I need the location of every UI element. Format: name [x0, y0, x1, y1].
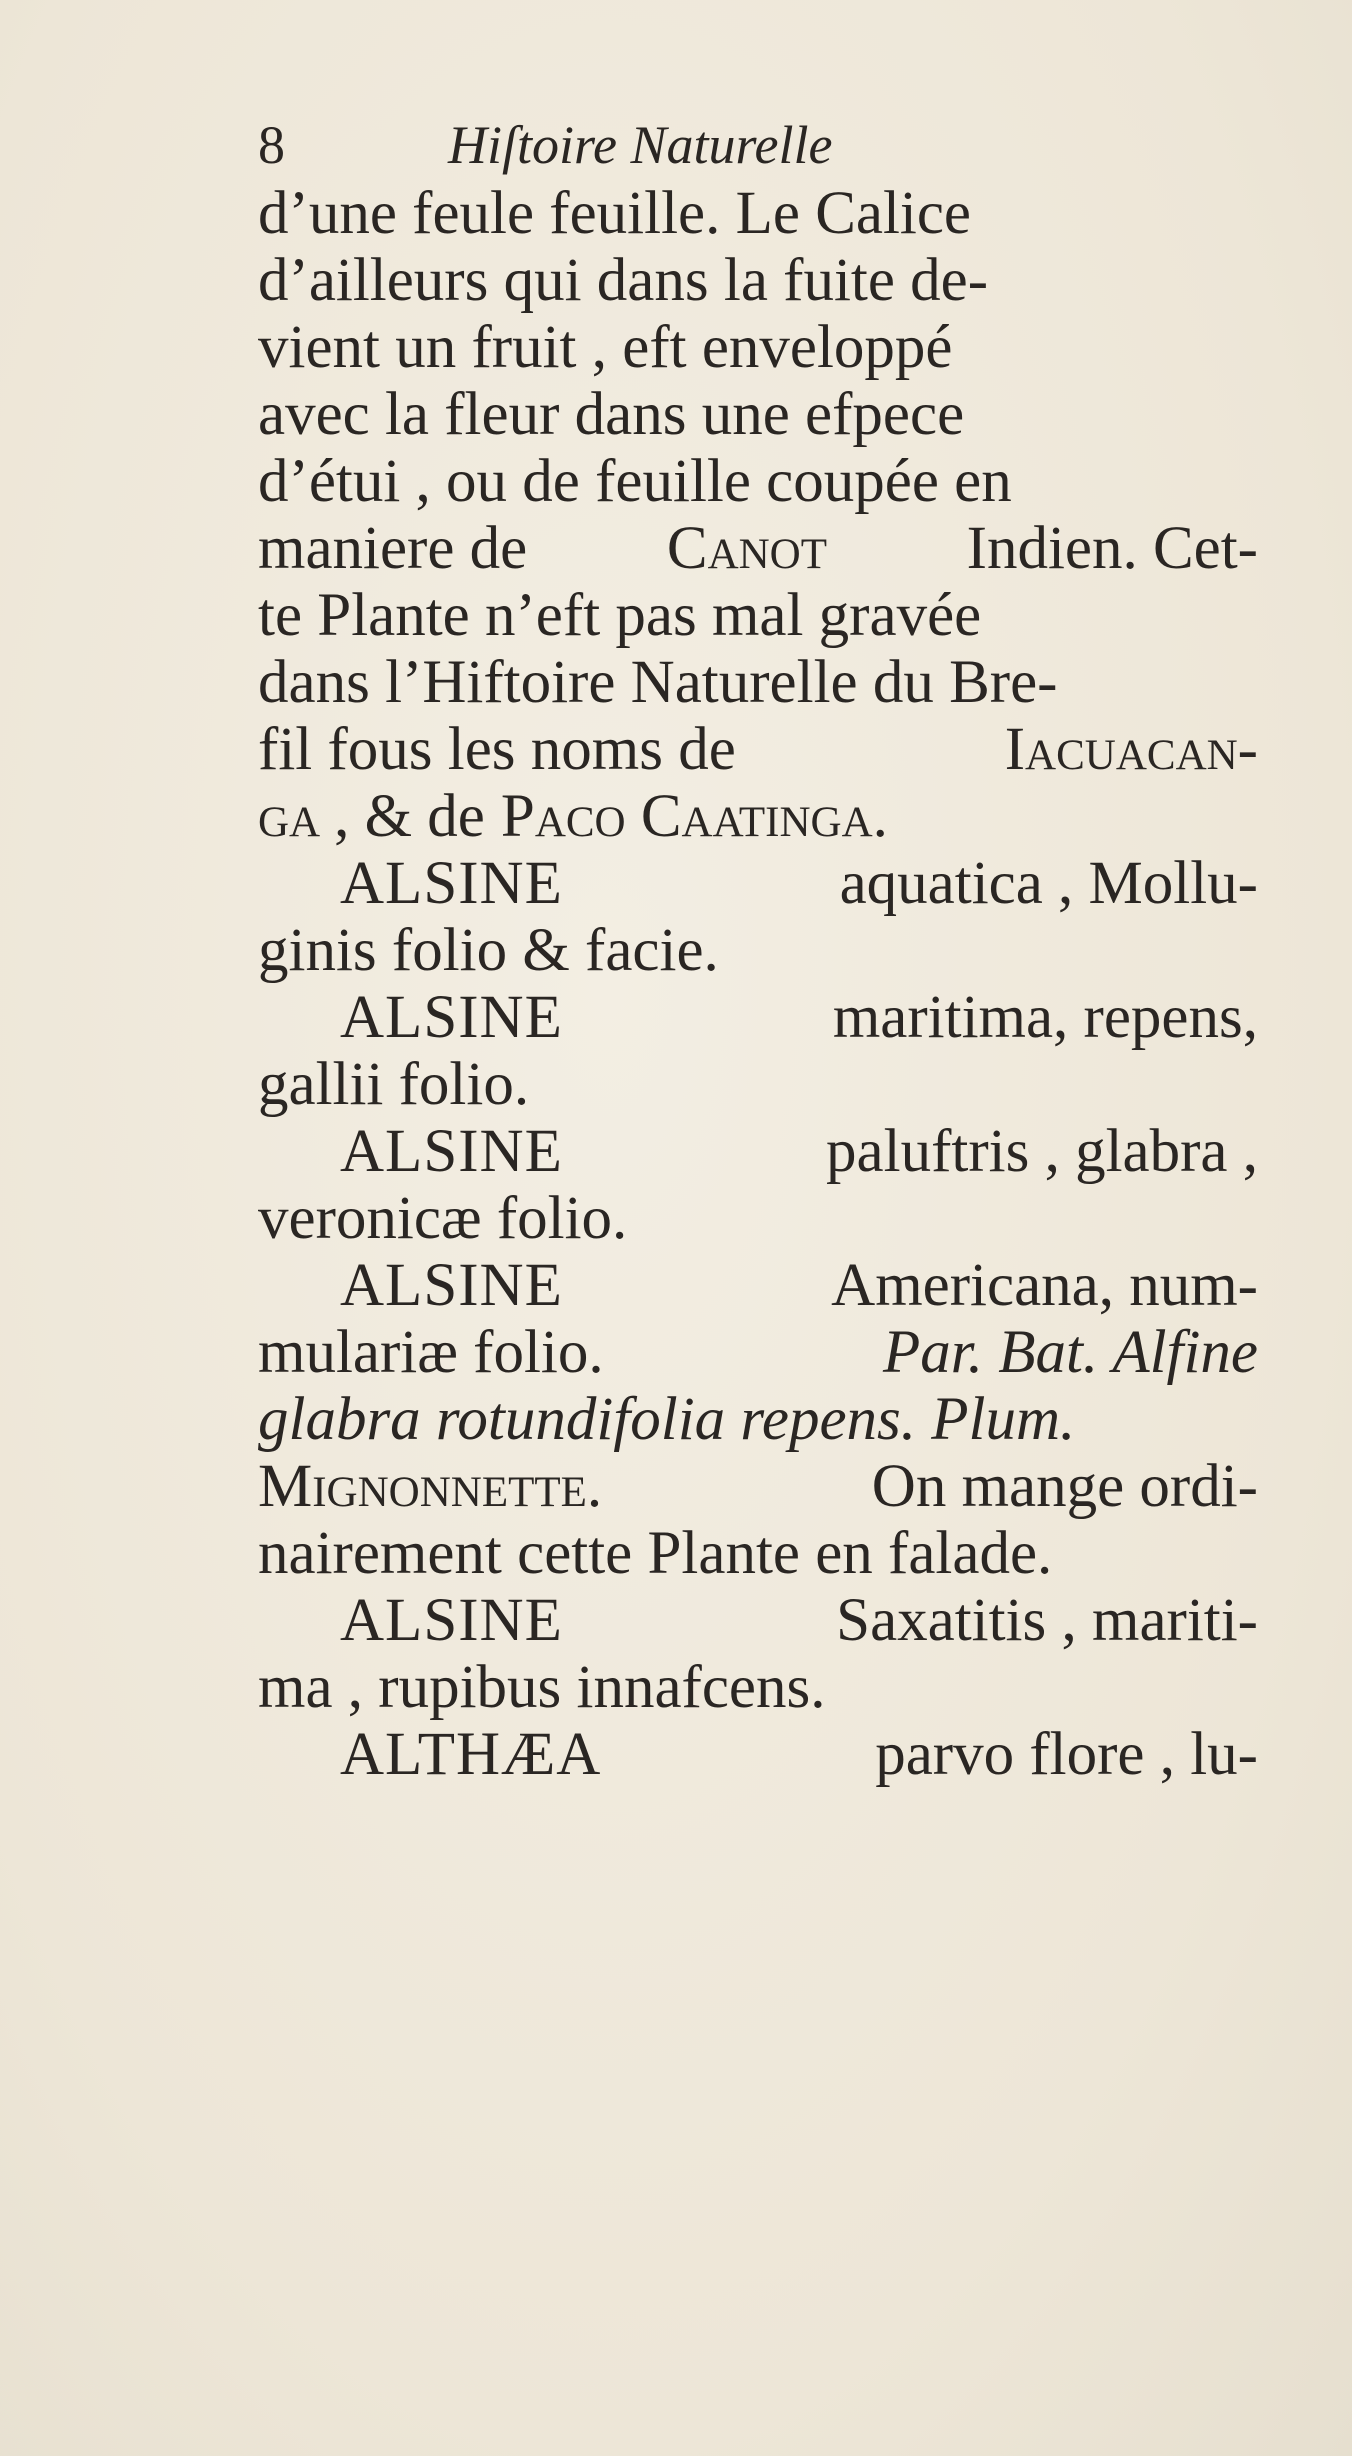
text-line — [258, 1051, 1258, 1118]
text-segment: te Plante n’eft pas mal gravée — [258, 582, 982, 649]
text-segment: , & de — [334, 783, 485, 850]
page-number: 8 — [258, 115, 285, 175]
text-segment-small-caps: Paco Caatinga. — [500, 783, 888, 850]
text-line — [258, 1453, 1258, 1520]
running-head — [258, 110, 1118, 180]
text-segment: fil fous les noms de — [258, 716, 736, 783]
text-segment: aquatica , Mollu- — [839, 850, 1258, 917]
text-line — [258, 180, 1258, 247]
text-line — [258, 1654, 1258, 1721]
text-line — [258, 1319, 1258, 1386]
text-line — [258, 1721, 1258, 1788]
entry-headword: ALSINE — [340, 1252, 563, 1319]
text-line — [258, 247, 1258, 314]
text-line — [258, 582, 1258, 649]
text-segment: paluftris , glabra , — [826, 1118, 1258, 1185]
text-segment-italic: Par. Bat. Alfine — [882, 1319, 1258, 1386]
text-segment: mulariæ folio. — [258, 1319, 604, 1386]
text-line — [258, 716, 1258, 783]
text-line — [258, 1386, 1258, 1453]
entry-headword: ALTHÆA — [340, 1721, 602, 1788]
text-segment-italic: glabra rotundifolia repens. Plum. — [258, 1386, 1076, 1453]
text-segment: gallii folio. — [258, 1051, 530, 1118]
text-segment: Americana, num- — [831, 1252, 1258, 1319]
text-segment: ma , rupibus innafcens. — [258, 1654, 826, 1721]
entry-headword: Mignonnette. — [258, 1453, 603, 1520]
text-line — [258, 381, 1258, 448]
text-segment: d’étui , ou de feuille coupée en — [258, 448, 1012, 515]
text-segment: parvo flore , lu- — [875, 1721, 1258, 1788]
running-title: Hiſtoire Naturelle — [448, 115, 833, 175]
text-line — [258, 448, 1258, 515]
text-line — [258, 1587, 1258, 1654]
text-line — [258, 649, 1258, 716]
text-segment: d’ailleurs qui dans la fuite de- — [258, 247, 989, 314]
text-segment: vient un fruit , eft enveloppé — [258, 314, 953, 381]
text-line — [258, 1185, 1258, 1252]
text-segment: veronicæ folio. — [258, 1185, 628, 1252]
body-text — [258, 180, 1258, 1788]
text-line — [258, 1252, 1258, 1319]
entry-headword: ALSINE — [340, 1118, 563, 1185]
text-line — [258, 984, 1258, 1051]
entry-headword: ALSINE — [340, 984, 563, 1051]
text-line — [258, 850, 1258, 917]
text-segment: d’une feule feuille. Le Calice — [258, 180, 971, 247]
text-line — [258, 1520, 1258, 1587]
text-segment: On mange ordi- — [871, 1453, 1258, 1520]
text-segment: avec la fleur dans une efpece — [258, 381, 965, 448]
text-segment-small-caps: Canot — [666, 515, 828, 582]
text-segment: nairement cette Plante en falade. — [258, 1520, 1053, 1587]
text-segment: Indien. Cet- — [966, 515, 1258, 582]
text-line — [258, 1118, 1258, 1185]
text-segment-small-caps: Iacuacan- — [1004, 716, 1258, 783]
text-line — [258, 515, 1258, 582]
text-segment-small-caps: ga — [258, 783, 321, 850]
text-line — [258, 314, 1258, 381]
text-segment: ginis folio & facie. — [258, 917, 719, 984]
text-segment: Saxatitis , mariti- — [836, 1587, 1258, 1654]
text-line — [258, 917, 1258, 984]
text-segment: maritima, repens, — [832, 984, 1258, 1051]
text-segment: dans l’Hiftoire Naturelle du Bre- — [258, 649, 1058, 716]
entry-headword: ALSINE — [340, 850, 563, 917]
entry-headword: ALSINE — [340, 1587, 563, 1654]
text-segment: maniere de — [258, 515, 528, 582]
text-line — [258, 783, 1258, 850]
